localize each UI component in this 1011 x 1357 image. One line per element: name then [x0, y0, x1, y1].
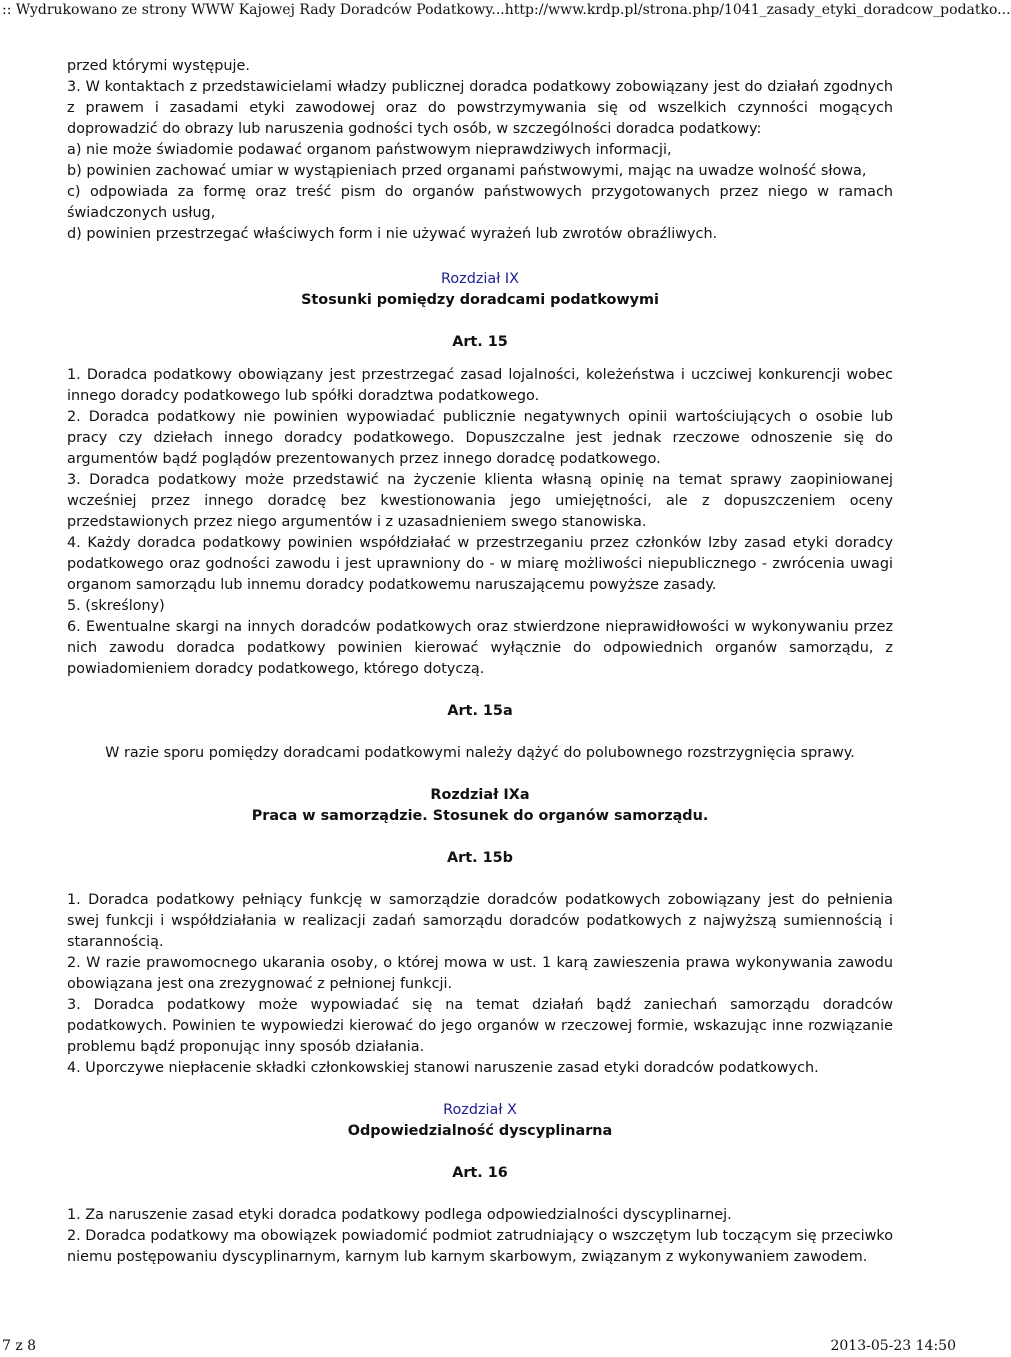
document-body — [67, 56, 893, 1268]
article-15-paragraph-6: 6. Ewentualne skargi na innych doradców podatkowych oraz stwierdzone nieprawidłowości w wykonywaniu przez nich zawodu doradca podatkowy powinien kierować wyłącznie do odpowiednich organów samorządu, z powiadomieniem doradcy podatkowego, którego dotyczą. — [67, 619, 893, 677]
paragraph-3: 3. W kontaktach z przedstawicielami władzy publicznej doradca podatkowy zobowiązany jest do działań zgodnych z prawem i zasadami etyki zawodowej oraz do powstrzymywania się od wszelkich czynności mogących doprowadzić do obrazy lub naruszenia godności tych osób, w szczególności doradca podatkowy: — [67, 79, 893, 137]
print-header-url: http://www.krdp.pl/strona.php/1041_zasady_etyki_doradcow_podatko... — [504, 2, 1011, 18]
article-15b-paragraph-2: 2. W razie prawomocnego ukarania osoby, o której mowa w ust. 1 karą zawieszenia prawa wykonywania zawodu obowiązana jest ona zrezygnować z pełnionej funkcji. — [67, 955, 893, 992]
article-15b-paragraph-4: 4. Uporczywe niepłacenie składki członkowskiej stanowi naruszenie zasad etyki doradców podatkowych. — [67, 1060, 819, 1076]
article-15-paragraph-1: 1. Doradca podatkowy obowiązany jest przestrzegać zasad lojalności, koleżeństwa i uczciwej konkurencji wobec innego doradcy podatkowego lub spółki doradztwa podatkowego. — [67, 367, 893, 404]
item-a: a) nie może świadomie podawać organom państwowym nieprawdziwych informacji, — [67, 142, 672, 158]
item-b: b) powinien zachować umiar w wystąpieniach przed organami państwowymi, mając na uwadze wolność słowa, — [67, 163, 867, 179]
print-footer — [2, 1338, 956, 1356]
print-header-title: :: Wydrukowano ze strony WWW Kajowej Rady Doradców Podatkowy... — [2, 2, 505, 18]
chapter-10-title: Rozdział X — [443, 1102, 517, 1118]
article-16-title: Art. 16 — [452, 1165, 508, 1181]
article-15-paragraph-2: 2. Doradca podatkowy nie powinien wypowiadać publicznie negatywnych opinii wartościujących o osobie lub pracy czy dziełach innego doradcy podatkowego. Dopuszczalne jest jednak rzeczowe odnoszenie się do argumentów bądź poglądów prezentowanych przez innego doradcę podatkowego. — [67, 409, 893, 467]
article-15-title: Art. 15 — [452, 334, 508, 350]
article-15b-paragraph-3: 3. Doradca podatkowy może wypowiadać się na temat działań bądź zaniechań samorządu doradców podatkowych. Powinien te wypowiedzi kierować do jego organów w rzeczowej formie, wskazując inne rozwiązanie problemu bądź proponując inny sposób działania. — [67, 997, 893, 1055]
article-15-paragraph-3: 3. Doradca podatkowy może przedstawić na życzenie klienta własną opinię na temat sprawy zaopiniowanej wcześniej przez innego doradcę bez kwestionowania jego umiejętności, ale z dopuszczeniem oceny przedstawionych przez niego argumentów i z uzasadnieniem swego stanowiska. — [67, 472, 893, 530]
chapter-10-subtitle: Odpowiedzialność dyscyplinarna — [347, 1123, 613, 1139]
article-16-paragraph-1: 1. Za naruszenie zasad etyki doradca podatkowy podlega odpowiedzialności dyscyplinarnej. — [67, 1207, 732, 1223]
item-c: c) odpowiada za formę oraz treść pism do organów państwowych przygotowanych przez niego w ramach świadczonych usług, — [67, 184, 893, 221]
article-15b-paragraph-1: 1. Doradca podatkowy pełniący funkcję w samorządzie doradców podatkowych zobowiązany jest do pełnienia swej funkcji i współdziałania w realizacji zadań samorządu doradców podatkowych z najwyższą sumiennością i starannością. — [67, 892, 893, 950]
chapter-9-title: Rozdział IX — [441, 271, 519, 287]
page-number: 7 z 8 — [2, 1338, 37, 1354]
intro-fragment: przed którymi występuje. — [67, 58, 250, 74]
article-15a-text: W razie sporu pomiędzy doradcami podatkowymi należy dążyć do polubownego rozstrzygnięcia sprawy. — [105, 745, 855, 761]
article-15b-title: Art. 15b — [447, 850, 513, 866]
chapter-9a-title: Rozdział IXa — [430, 787, 530, 803]
item-d: d) powinien przestrzegać właściwych form i nie używać wyrażeń lub zwrotów obraźliwych. — [67, 226, 718, 242]
chapter-9-subtitle: Stosunki pomiędzy doradcami podatkowymi — [301, 292, 659, 308]
article-15-paragraph-4: 4. Każdy doradca podatkowy powinien współdziałać w przestrzeganiu przez członków Izby zasad etyki doradcy podatkowego oraz godności zawodu i jest uprawniony do - w miarę możliwości niepublicznego - zwrócenia uwagi organom samorządu lub innemu doradcy podatkowemu naruszającemu powyższe zasady. — [67, 535, 893, 593]
print-datetime: 2013-05-23 14:50 — [830, 1338, 956, 1354]
print-header — [2, 2, 1011, 22]
article-16-paragraph-2: 2. Doradca podatkowy ma obowiązek powiadomić podmiot zatrudniający o wszczętym lub toczącym się przeciwko niemu postępowaniu dyscyplinarnym, karnym lub karnym skarbowym, związanym z wykonywaniem zawodem. — [67, 1228, 893, 1265]
article-15a-title: Art. 15a — [447, 703, 513, 719]
article-15-paragraph-5: 5. (skreślony) — [67, 598, 165, 614]
chapter-9a-subtitle: Praca w samorządzie. Stosunek do organów samorządu. — [251, 808, 709, 824]
